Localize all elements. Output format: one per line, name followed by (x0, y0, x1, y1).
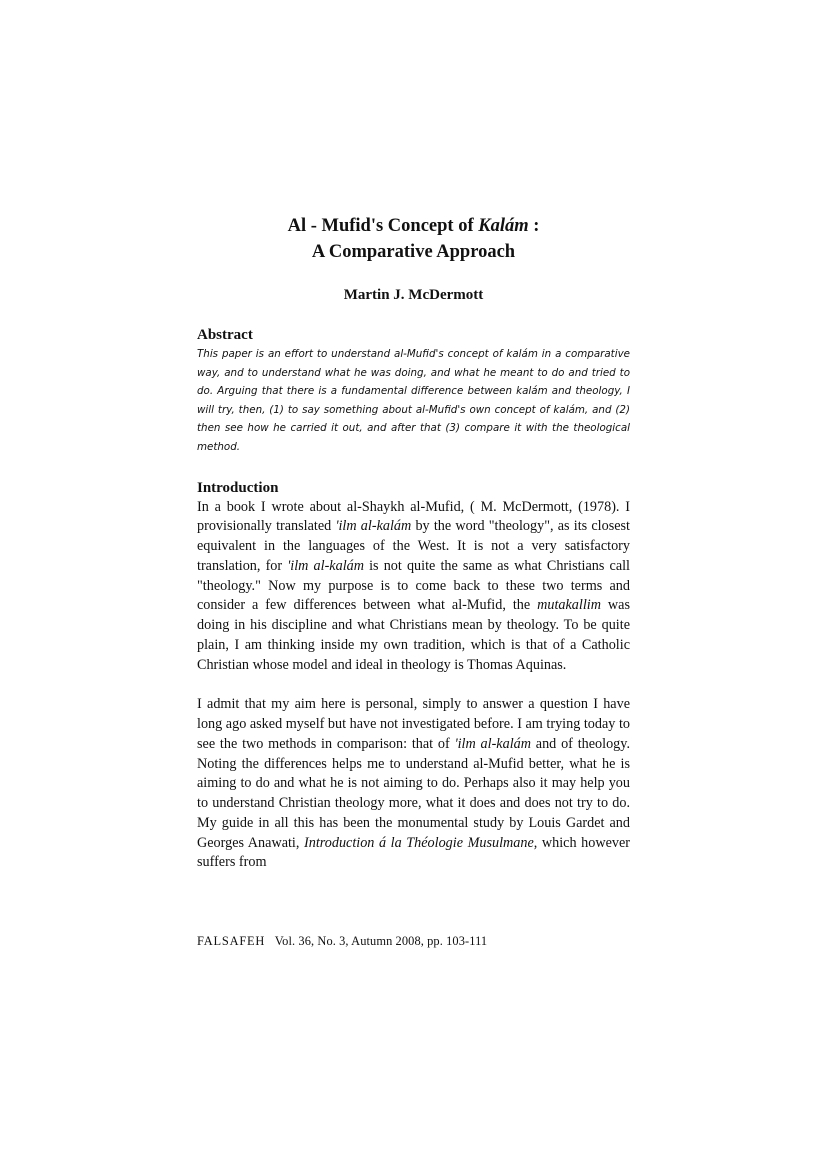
introduction-heading: Introduction (197, 479, 279, 496)
italic-term: mutakallim (537, 597, 601, 614)
introduction-paragraph-1 (197, 498, 630, 676)
article-title (197, 213, 630, 265)
title-line1-suffix: : (528, 216, 540, 236)
text-run: In a book I wrote about al-Shaykh al-Mufid, ( M. McDermott, (1978). I provisionally translated (197, 498, 630, 535)
title-line2: A Comparative Approach (311, 242, 516, 262)
text-run: , which however suffers from (197, 834, 630, 871)
abstract-text: This paper is an effort to understand al-Mufid's concept of kalám in a comparative way, and to understand what he was doing, and what he meant to do and tried to do. Arguing that there is a fundamental difference between kalám and theology, I will try, then, (1) to say something about al-Mufid's own concept of kalám, and (2) then see how he carried it out, and after that (3) compare it with the theological method. (197, 348, 630, 453)
article-page (197, 213, 630, 873)
page-footer (197, 934, 487, 949)
text-run: was doing in his discipline and what Christians mean by theology. To be quite plain, I am thinking inside my own tradition, which is that of a Catholic Christian whose model and ideal in theology is Thomas Aquinas. (197, 597, 630, 673)
text-run: I admit that my aim here is personal, simply to answer a question I have long ago asked myself but have not investigated before. I am trying today to see the two methods in comparison: that of (197, 696, 630, 752)
author-name: Martin J. McDermott (343, 287, 484, 303)
text-run: by the word "theology", as its closest equivalent in the languages of the West. It is not a very satisfactory translation, for (197, 518, 630, 574)
text-run: is not quite the same as what Christians call "theology." Now my purpose is to come back to these two terms and consider a few differences between what al-Mufid, the (197, 557, 631, 614)
italic-term: 'ilm al-kalám (335, 518, 412, 535)
text-run: and of theology. Noting the differences helps me to understand al-Mufid better, what he is aiming to do and what he is not aiming to do. Perhaps also it may help you to understand Christian theology more, what it does and does not try to do. My guide in all this has been the monumental study by Louis Gardet and Georges Anawati, (197, 735, 630, 851)
italic-term: 'ilm al-kalám (287, 557, 364, 574)
italic-term: 'ilm al-kalám (454, 735, 531, 752)
title-line1-prefix: Al - Mufid's Concept of (287, 216, 479, 236)
journal-name: FALSAFEH (197, 934, 266, 948)
citation: Vol. 36, No. 3, Autumn 2008, pp. 103-111 (274, 934, 488, 948)
italic-book-title: Introduction á la Théologie Musulmane (304, 834, 534, 851)
abstract-heading: Abstract (197, 327, 253, 343)
title-line1-italic: Kalám (478, 216, 529, 236)
introduction-paragraph-2 (197, 695, 630, 873)
